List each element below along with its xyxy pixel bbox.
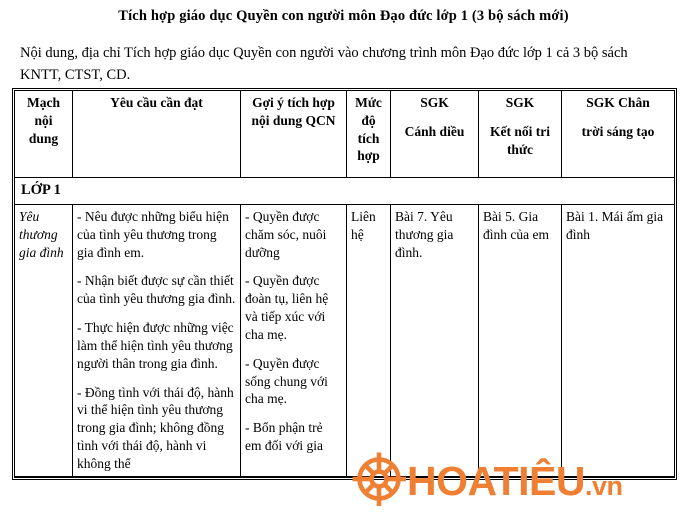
watermark-brand: HOATIÊU [407,458,585,504]
requirement-item: - Đồng tình với thái độ, hành vi thể hiện tình yêu thương trong gia đình; không đồng tình với thái độ, hành vi không thể [77,384,234,471]
cell-mach-noi-dung: Yêu thương gia đình [15,205,73,477]
intro-paragraph: Nội dung, địa chỉ Tích hợp giáo dục Quyền con người vào chương trình môn Đạo đức lớp 1 cả 3 bộ sách KNTT, CTST, CD. [20,44,628,84]
qcn-item: - Quyền được chăm sóc, nuôi dưỡng [245,209,327,260]
requirement-item: - Nhận biết được sự cần thiết của tình yêu thương gia đình. [77,273,236,307]
table-header-row [15,91,674,178]
col-header-sgk-ket-noi-line1: SGK [505,95,535,110]
integration-table [14,90,675,478]
requirement-item: - Nêu được những biểu hiện của tình yêu thương trong gia đình em. [77,209,229,260]
cell-goi-y-tich-hop [241,205,347,477]
qcn-item: - Bổn phận trẻ em đối với gia [245,420,324,453]
col-header-sgk-canh-dieu-line2: Cánh diều [404,123,465,139]
requirement-item: - Thực hiện được những việc làm thể hiện tình yêu thương người thân trong gia đình. [77,320,234,371]
col-header-goi-y-tich-hop: Gợi ý tích hợp nội dung QCN [241,91,347,178]
col-header-sgk-ket-noi-tri-thuc [479,91,562,178]
col-header-sgk-canh-dieu [391,91,479,178]
table-group-row-lop-1 [15,178,674,205]
col-header-sgk-chan-troi-sang-tao [562,91,674,178]
watermark-tld: .vn [584,471,623,501]
col-header-mach-noi-dung: Mạch nội dung [15,91,73,178]
cell-sgk-canh-dieu: Bài 7. Yêu thương gia đình. [391,205,479,477]
table-row [15,205,674,477]
integration-table-wrapper [14,90,673,478]
cell-sgk-ket-noi-tri-thuc: Bài 5. Gia đình của em [479,205,562,477]
col-header-sgk-ket-noi-line2: Kết nối tri thức [490,123,550,157]
col-header-sgk-chan-troi-line2: trời sáng tạo [581,123,655,139]
cell-muc-do-tich-hop: Liên hệ [347,205,391,477]
col-header-sgk-canh-dieu-line1: SGK [420,95,449,110]
qcn-item: - Quyền được sống chung với cha mẹ. [245,355,328,407]
col-header-muc-do-tich-hop: Mức độ tích hợp [347,91,391,178]
col-header-sgk-chan-troi-line1: SGK Chân [586,95,650,110]
qcn-item: - Quyền được đoàn tụ, liên hệ và tiếp xúc với cha mẹ. [245,273,329,342]
cell-yeu-cau-can-dat [73,205,241,477]
cell-sgk-chan-troi-sang-tao: Bài 1. Mái ấm gia đình [562,205,674,477]
page-title: Tích hợp giáo dục Quyền con người môn Đạo đức lớp 1 (3 bộ sách mới) [118,8,569,24]
col-header-yeu-cau-can-dat: Yêu cầu cần đạt [73,91,241,178]
group-row-label: LỚP 1 [15,178,674,205]
